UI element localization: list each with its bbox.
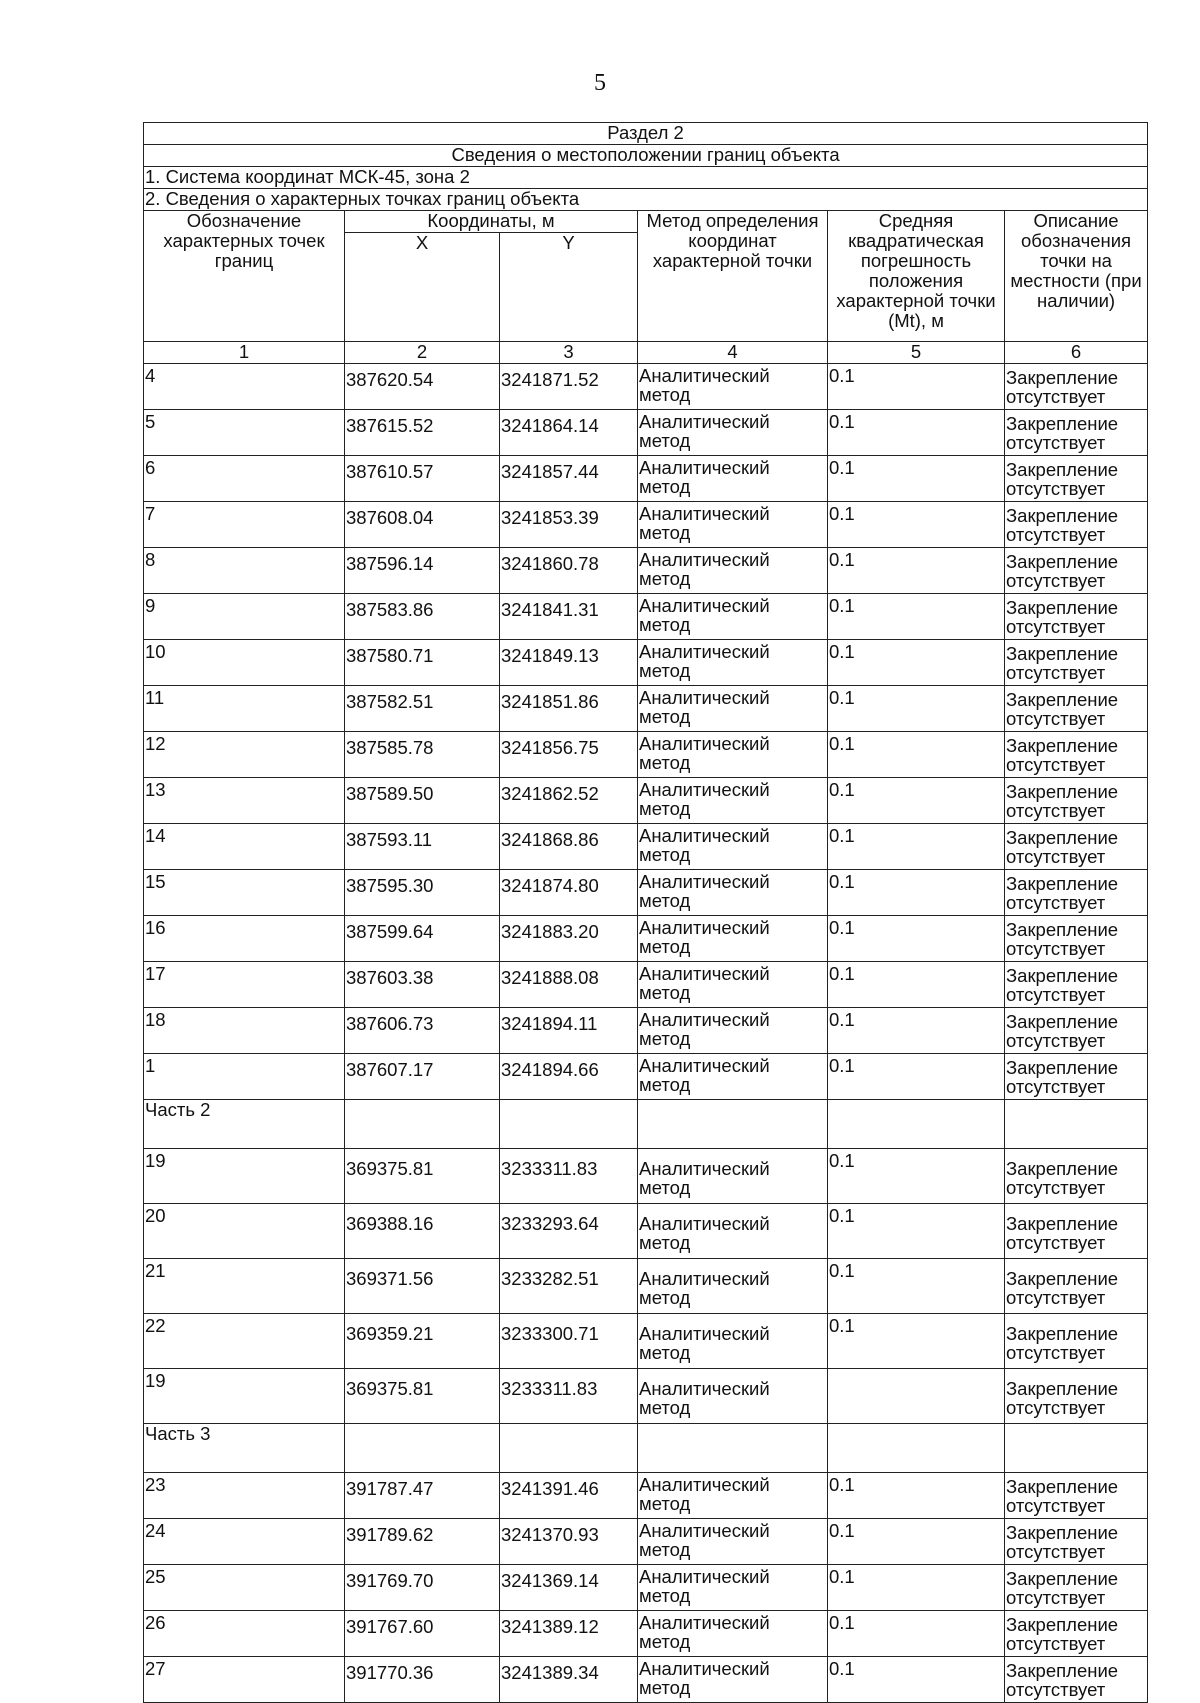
point-number: 12 (144, 732, 345, 778)
method-cell: Аналитический метод (638, 1369, 828, 1424)
description-cell: Закрепление отсутствует (1005, 548, 1148, 594)
description-cell: Закрепление отсутствует (1005, 1008, 1148, 1054)
method-cell: Аналитический метод (638, 870, 828, 916)
coordinate-x: 387620.54 (345, 364, 500, 410)
method-cell: Аналитический метод (638, 1657, 828, 1703)
description-cell: Закрепление отсутствует (1005, 1369, 1148, 1424)
error-cell: 0.1 (828, 870, 1005, 916)
coordinate-y: 3233300.71 (500, 1314, 638, 1369)
header-coordinates: Координаты, м (345, 211, 638, 233)
column-number: 1 (144, 342, 345, 364)
method-cell: Аналитический метод (638, 410, 828, 456)
point-number: 21 (144, 1259, 345, 1314)
description-cell: Закрепление отсутствует (1005, 364, 1148, 410)
header-error: Средняя квадратическая погрешность положения характерной точки (Mt), м (828, 211, 1005, 342)
error-cell: 0.1 (828, 962, 1005, 1008)
error-cell (828, 1369, 1005, 1424)
description-cell: Закрепление отсутствует (1005, 732, 1148, 778)
point-number: 23 (144, 1473, 345, 1519)
table-row (144, 1054, 1148, 1100)
error-cell: 0.1 (828, 594, 1005, 640)
coordinate-y: 3241369.14 (500, 1565, 638, 1611)
method-cell: Аналитический метод (638, 916, 828, 962)
error-cell: 0.1 (828, 1519, 1005, 1565)
description-cell: Закрепление отсутствует (1005, 594, 1148, 640)
section-title: Раздел 2 (144, 123, 1148, 145)
method-cell: Аналитический метод (638, 1054, 828, 1100)
page-number: 5 (594, 70, 606, 96)
coordinate-y: 3241862.52 (500, 778, 638, 824)
description-cell: Закрепление отсутствует (1005, 1565, 1148, 1611)
error-cell: 0.1 (828, 1314, 1005, 1369)
coordinate-x: 387582.51 (345, 686, 500, 732)
coordinate-y: 3233311.83 (500, 1149, 638, 1204)
coordinate-y: 3241391.46 (500, 1473, 638, 1519)
point-number: 4 (144, 364, 345, 410)
error-cell: 0.1 (828, 1008, 1005, 1054)
method-cell: Аналитический метод (638, 962, 828, 1008)
point-number: 20 (144, 1204, 345, 1259)
coordinate-y: 3241894.66 (500, 1054, 638, 1100)
coordinate-y: 3241868.86 (500, 824, 638, 870)
point-number: 5 (144, 410, 345, 456)
header-x: X (345, 233, 500, 342)
header-y: Y (500, 233, 638, 342)
part-2-row (144, 1100, 1148, 1149)
coordinate-y: 3241888.08 (500, 962, 638, 1008)
method-cell: Аналитический метод (638, 1204, 828, 1259)
method-cell: Аналитический метод (638, 502, 828, 548)
coordinate-x: 369375.81 (345, 1369, 500, 1424)
table-row (144, 1369, 1148, 1424)
point-number: 14 (144, 824, 345, 870)
point-number: 6 (144, 456, 345, 502)
description-cell: Закрепление отсутствует (1005, 456, 1148, 502)
description-cell: Закрепление отсутствует (1005, 1314, 1148, 1369)
coordinate-y: 3241883.20 (500, 916, 638, 962)
coordinate-y: 3241851.86 (500, 686, 638, 732)
description-cell: Закрепление отсутствует (1005, 1473, 1148, 1519)
description-cell: Закрепление отсутствует (1005, 502, 1148, 548)
table-row (144, 640, 1148, 686)
coordinate-x: 391789.62 (345, 1519, 500, 1565)
method-cell: Аналитический метод (638, 1314, 828, 1369)
method-cell: Аналитический метод (638, 594, 828, 640)
description-cell: Закрепление отсутствует (1005, 870, 1148, 916)
table-row (144, 1565, 1148, 1611)
error-cell: 0.1 (828, 640, 1005, 686)
column-number: 2 (345, 342, 500, 364)
description-cell: Закрепление отсутствует (1005, 1054, 1148, 1100)
table-row (144, 732, 1148, 778)
table-row (144, 870, 1148, 916)
coordinate-y: 3241894.11 (500, 1008, 638, 1054)
column-number: 4 (638, 342, 828, 364)
method-cell: Аналитический метод (638, 686, 828, 732)
error-cell: 0.1 (828, 364, 1005, 410)
table-row (144, 824, 1148, 870)
coordinate-y: 3241849.13 (500, 640, 638, 686)
points-info-line: 2. Сведения о характерных точках границ объекта (144, 189, 828, 211)
table-row (144, 686, 1148, 732)
method-cell: Аналитический метод (638, 640, 828, 686)
coordinate-x: 369359.21 (345, 1314, 500, 1369)
error-cell: 0.1 (828, 686, 1005, 732)
coordinate-y: 3241860.78 (500, 548, 638, 594)
section-subtitle: Сведения о местоположении границ объекта (144, 145, 1148, 167)
table-row (144, 1473, 1148, 1519)
description-cell: Закрепление отсутствует (1005, 824, 1148, 870)
column-number: 6 (1005, 342, 1148, 364)
error-cell: 0.1 (828, 1611, 1005, 1657)
table-row (144, 1008, 1148, 1054)
coordinate-system-line: 1. Система координат МСК-45, зона 2 (144, 167, 1148, 189)
method-cell: Аналитический метод (638, 1565, 828, 1611)
coordinate-y: 3241856.75 (500, 732, 638, 778)
method-cell: Аналитический метод (638, 824, 828, 870)
point-number: 18 (144, 1008, 345, 1054)
coordinate-x: 387603.38 (345, 962, 500, 1008)
description-cell: Закрепление отсутствует (1005, 1611, 1148, 1657)
point-number: 27 (144, 1657, 345, 1703)
coordinate-y: 3241370.93 (500, 1519, 638, 1565)
method-cell: Аналитический метод (638, 1519, 828, 1565)
table-row (144, 548, 1148, 594)
description-cell: Закрепление отсутствует (1005, 1519, 1148, 1565)
table-row (144, 502, 1148, 548)
point-number: 16 (144, 916, 345, 962)
coordinate-x: 387589.50 (345, 778, 500, 824)
table-row (144, 1259, 1148, 1314)
table-row (144, 778, 1148, 824)
description-cell: Закрепление отсутствует (1005, 686, 1148, 732)
method-cell: Аналитический метод (638, 1149, 828, 1204)
coordinate-y: 3241841.31 (500, 594, 638, 640)
coordinate-x: 391770.36 (345, 1657, 500, 1703)
error-cell: 0.1 (828, 1259, 1005, 1314)
description-cell: Закрепление отсутствует (1005, 1204, 1148, 1259)
method-cell: Аналитический метод (638, 732, 828, 778)
description-cell: Закрепление отсутствует (1005, 778, 1148, 824)
point-number: 19 (144, 1369, 345, 1424)
point-number: 11 (144, 686, 345, 732)
error-cell: 0.1 (828, 548, 1005, 594)
table-row (144, 916, 1148, 962)
header-description: Описание обозначения точки на местности (при наличии) (1005, 211, 1148, 342)
boundary-points-table (143, 122, 1148, 1703)
error-cell: 0.1 (828, 1473, 1005, 1519)
table-row (144, 1204, 1148, 1259)
error-cell: 0.1 (828, 824, 1005, 870)
coordinate-x: 387615.52 (345, 410, 500, 456)
table-row (144, 456, 1148, 502)
coordinate-y: 3233311.83 (500, 1369, 638, 1424)
method-cell: Аналитический метод (638, 548, 828, 594)
error-cell: 0.1 (828, 456, 1005, 502)
description-cell: Закрепление отсутствует (1005, 640, 1148, 686)
error-cell: 0.1 (828, 1565, 1005, 1611)
coordinate-x: 391769.70 (345, 1565, 500, 1611)
method-cell: Аналитический метод (638, 456, 828, 502)
method-cell: Аналитический метод (638, 1008, 828, 1054)
method-cell: Аналитический метод (638, 778, 828, 824)
error-cell: 0.1 (828, 732, 1005, 778)
point-number: 26 (144, 1611, 345, 1657)
table-row (144, 364, 1148, 410)
coordinate-x: 387596.14 (345, 548, 500, 594)
method-cell: Аналитический метод (638, 1259, 828, 1314)
table-row (144, 1657, 1148, 1703)
part-label: Часть 3 (144, 1424, 345, 1473)
coordinate-y: 3241389.34 (500, 1657, 638, 1703)
error-cell: 0.1 (828, 410, 1005, 456)
point-number: 10 (144, 640, 345, 686)
point-number: 13 (144, 778, 345, 824)
coordinate-x: 369375.81 (345, 1149, 500, 1204)
method-cell: Аналитический метод (638, 1473, 828, 1519)
table-row (144, 1149, 1148, 1204)
error-cell: 0.1 (828, 778, 1005, 824)
table-row (144, 962, 1148, 1008)
coordinate-x: 369388.16 (345, 1204, 500, 1259)
header-method: Метод определения координат характерной точки (638, 211, 828, 342)
coordinate-x: 369371.56 (345, 1259, 500, 1314)
column-number: 5 (828, 342, 1005, 364)
part-3-row (144, 1424, 1148, 1473)
table-row (144, 1314, 1148, 1369)
point-number: 25 (144, 1565, 345, 1611)
point-number: 15 (144, 870, 345, 916)
description-cell: Закрепление отсутствует (1005, 1259, 1148, 1314)
coordinate-x: 387583.86 (345, 594, 500, 640)
coordinate-y: 3241389.12 (500, 1611, 638, 1657)
coordinate-x: 391787.47 (345, 1473, 500, 1519)
point-number: 22 (144, 1314, 345, 1369)
coordinate-y: 3241864.14 (500, 410, 638, 456)
description-cell: Закрепление отсутствует (1005, 1657, 1148, 1703)
coordinate-y: 3241857.44 (500, 456, 638, 502)
point-number: 17 (144, 962, 345, 1008)
table-row (144, 1611, 1148, 1657)
table-row (144, 410, 1148, 456)
method-cell: Аналитический метод (638, 1611, 828, 1657)
table-row (144, 1519, 1148, 1565)
description-cell: Закрепление отсутствует (1005, 1149, 1148, 1204)
coordinate-x: 391767.60 (345, 1611, 500, 1657)
error-cell: 0.1 (828, 1204, 1005, 1259)
error-cell: 0.1 (828, 1054, 1005, 1100)
coordinate-y: 3241871.52 (500, 364, 638, 410)
part-label: Часть 2 (144, 1100, 345, 1149)
description-cell: Закрепление отсутствует (1005, 916, 1148, 962)
point-number: 8 (144, 548, 345, 594)
point-number: 7 (144, 502, 345, 548)
coordinate-x: 387595.30 (345, 870, 500, 916)
error-cell: 0.1 (828, 502, 1005, 548)
coordinate-x: 387599.64 (345, 916, 500, 962)
coordinate-y: 3233293.64 (500, 1204, 638, 1259)
error-cell: 0.1 (828, 916, 1005, 962)
table-row (144, 594, 1148, 640)
coordinate-x: 387580.71 (345, 640, 500, 686)
coordinate-x: 387607.17 (345, 1054, 500, 1100)
column-number: 3 (500, 342, 638, 364)
description-cell: Закрепление отсутствует (1005, 410, 1148, 456)
coordinate-y: 3241874.80 (500, 870, 638, 916)
coordinate-y: 3241853.39 (500, 502, 638, 548)
coordinate-x: 387608.04 (345, 502, 500, 548)
coordinate-x: 387606.73 (345, 1008, 500, 1054)
point-number: 1 (144, 1054, 345, 1100)
coordinate-y: 3233282.51 (500, 1259, 638, 1314)
coordinate-x: 387585.78 (345, 732, 500, 778)
description-cell: Закрепление отсутствует (1005, 962, 1148, 1008)
coordinate-x: 387593.11 (345, 824, 500, 870)
error-cell: 0.1 (828, 1657, 1005, 1703)
point-number: 9 (144, 594, 345, 640)
error-cell: 0.1 (828, 1149, 1005, 1204)
point-number: 24 (144, 1519, 345, 1565)
header-designation: Обозначение характерных точек границ (144, 211, 345, 342)
method-cell: Аналитический метод (638, 364, 828, 410)
point-number: 19 (144, 1149, 345, 1204)
coordinate-x: 387610.57 (345, 456, 500, 502)
